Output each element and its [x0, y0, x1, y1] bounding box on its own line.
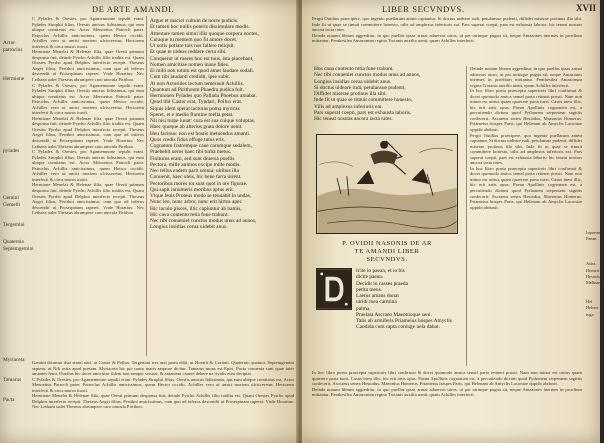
verse-line: Conuenit, haec oleis, hic bene farra uirent.	[150, 174, 242, 181]
verse-line: Argue et maciei cultum de nocte pudicis.	[150, 18, 239, 24]
right-commentary-column	[470, 66, 582, 366]
colophon-line: TE AMANDI LIBER	[354, 248, 420, 255]
left-bottom-commentary	[32, 360, 294, 440]
commentary-paragraph: C Pylades & Orestes, pro Agamemnone sepulti erant. Pylades Strophii filius, Orestis amicus fidissimus, qui eum ubique comitatus est. Actor Menoetius Patrocli pater. Patroclus Achillis amicissimus, quem Hector occidit. Achilles vero ut amici mortem ulcisceretur, Hectorem interfecit & circa muros traxit.	[32, 149, 144, 182]
verse-line: Finiturus eram, sed sunt diuersa puellis	[150, 155, 235, 162]
verse-line: Icite io paean, et io bis	[356, 268, 405, 274]
verse-line: Cum tibi laudanti credidit, ipse subit.	[150, 74, 231, 81]
verse-line: Talis ab armiferis Priameius hospes Amyclis	[356, 318, 452, 324]
verse-line: Nec tibi conueniet cunctos modus unus ad annos,	[314, 72, 421, 79]
margin-note: Paean	[586, 236, 597, 242]
right-verse-top	[314, 66, 464, 130]
margin-note: Hel	[586, 299, 593, 305]
woodcut-scene	[317, 135, 457, 233]
initial-letter-icon	[317, 269, 351, 309]
verse-line: Laetus amans donat	[356, 293, 399, 299]
commentary-paragraph: Hermione Menelai & Helenae filia, quae Oresti primum desponsa fuit, deinde Pyrrho Achillis filio tradita est. Quam Orestes Pyrrho apud Delphos interfecto recepit. Theseus Aegei filius, Perithoi amicissimus, cum quo ad inferos descendit ut Proserpinam raperet. Vnde Horatius: Nec Lethaea ualet Theseus abrumpere caro uincula Pirithoo.	[32, 393, 294, 410]
margin-note: Gemelli	[3, 202, 21, 209]
commentary-paragraph: In hoc libro poeta praecepta superioris libri confirmat & docet quomodo amica semel parta retineri possit. Nam non minor est uirtus quam quaerere parta tueri. Casus inest illic, hic erit artis opus. Paean Apollinis cognomen est, a percutiendo dictum quod Pythonem serpentem sagittis confecerit. Ascraeus senex Hesiodus, Maeonius Homerus. Priameius hospes Paris, qui Helenam ab Amyclis Laconiae oppido abduxit.	[312, 370, 582, 387]
commentary-paragraph: Hermione Menelai & Helenae filia, quae Oresti primum desponsa fuit, deinde Pyrrho Achillis filio tradita est. Quam Orestes Pyrrho apud Delphos interfecto recepit. Theseus Aegei filius, Perithoi amicissimus, cum quo ad inferos descendit ut Proserpinam raperet. Vnde Horatius: Nec Lethaea ualet Theseus abrumpere caro uincula Pirithoo.	[32, 115, 144, 149]
margin-note: Iopoeam	[586, 230, 602, 235]
verse-line: Decidit in casses praeda	[356, 280, 408, 287]
verse-line: Praebebit ueros haec tibi turba metus.	[150, 149, 232, 156]
verse-line: Qui sapit innumeris moribus aptus erit.	[150, 186, 235, 193]
verse-line: Quod tibi Castor erat, Tyndari, Pollux erat.	[150, 99, 243, 106]
margin-note: pylades	[3, 148, 20, 155]
verse-line: Et quae te uideas reddere certa sibi.	[150, 49, 227, 56]
commentary-paragraph: C Pylades & Orestes, pro Agamemnone sepulti erant. Pylades Strophii filius, Orestis amicus fidissimus, qui eum ubique comitatus est. Actor Menoetius Patrocli pater. Patroclus Achillis amicissimus, quem Hector occidit. Achilles vero ut amici mortem ulcisceretur, Hectorem interfecit & circa muros traxit.	[32, 16, 144, 49]
left-margin-notes	[3, 40, 34, 405]
margin-note: Hesiodus	[586, 273, 603, 279]
verse-line: dicite paean.	[356, 274, 384, 281]
verse-line: Nil nisi turpe iuuat: cura est sua cuique voluptas.	[150, 118, 256, 124]
colophon-line: P. OVIDII NASONIS DE AR	[342, 240, 432, 247]
verse-line: Nunc leo, nunc arbor, nunc erit hirtus aper.	[150, 199, 243, 206]
left-page	[0, 0, 298, 443]
verse-line: Et tamen hoc nullis poteris dissimulare modis.	[150, 24, 250, 31]
verse-line: Quos credis fidos effuge tutus eris.	[150, 136, 226, 143]
verse-line: Diffidet miserae protinus illa sibi.	[314, 91, 387, 97]
left-running-head: DE ARTE AMANDI.	[92, 4, 175, 14]
column-rule	[466, 66, 467, 366]
verse-line: Quantum ad Pirithoum Phaedra pudica fuit.	[150, 86, 245, 93]
right-verse-bottom	[356, 268, 466, 360]
left-verse-column	[150, 18, 292, 410]
margin-note: patroclus	[3, 47, 23, 54]
commentary-paragraph: Gemini dicuntur duo simul nati, ut Castor & Pollux. Tergemini tres uno partu editi, ut Horatii & Curiatii. Quaternio quatuor. Septemgemini septem, ut Nili ostia apud poetam. Myriaceta hic pro uasto maris aequore dicitur. Tamarus mons est Epiri. Pacta conuenta sunt quae inter amantes fiunt. Ouidius hic docet amicitiae fidem non semper seruari, & amantem cauere debere ne rivalis eum decipiat.	[32, 360, 294, 377]
verse-line: uiridi mea carmina	[356, 299, 397, 306]
verse-line: Heu facinus: non est hostis metuendus amanti.	[150, 130, 251, 137]
commentary-paragraph: Deinde nouum librum aggreditur, in quo puellas ipsas armat aduersus uiros, ut par utrinque pugna sit, neque Amazones inermes in proelium mittantur. Penthesilea Amazonum regina Troianis auxilio uenit, quam Achilles interfecit.	[470, 66, 582, 88]
commentary-paragraph: Deinde nouum librum aggreditur, in quo puellas ipsas armat aduersus uiros, ut par utrinque pugna sit, neque Amazones inermes in proelium mittantur. Penthesilea Amazonum regina Troianis auxilio uenit, quam Achilles interfecit.	[312, 32, 582, 44]
margin-note: Tamarus	[3, 377, 22, 384]
margin-note: Quaternio	[3, 238, 25, 245]
verse-line: petita meos.	[356, 286, 383, 293]
commentary-paragraph: Deinde nouum librum aggreditur, in quo puellas ipsas armat aduersus uiros, ut par utrinque pugna sit, neque Amazones inermes in proelium mittantur. Penthesilea Amazonum regina Troianis auxilio uenit, quam Achilles interfecit.	[312, 386, 582, 398]
margin-note: iuga	[586, 311, 594, 317]
verse-line: Hic cava contento retia fune trahunt.	[150, 211, 229, 218]
verse-line: Nec tibi conueniet cunctos modus unus ad annos,	[150, 218, 257, 224]
verse-line: Attentare tamen simul illis quoque corpora noctes,	[150, 30, 259, 37]
verse-line: Pectora, mille animos excipe mille modis.	[150, 161, 241, 168]
book-colophon	[316, 240, 458, 264]
woodcut-illustration	[316, 134, 458, 234]
left-commentary-column	[32, 16, 144, 356]
verse-line: Longius insidias cerua uidebit anus.	[150, 224, 228, 231]
margin-note: Pacta	[3, 397, 15, 404]
margin-note: Homeri	[586, 267, 600, 273]
verse-line: Praelata Ascraeo Maeonioque seni.	[356, 311, 432, 318]
verse-line: Speret, et e medio flumine mella petat.	[150, 111, 234, 118]
commentary-paragraph: In hoc libro poeta praecepta superioris libri confirmat & docet quomodo amica semel parta retineri possit. Nam non minor est uirtus quam quaerere parta tueri. Casus inest illic, hic erit artis opus. Paean Apollinis cognomen est, a percutiendo dictum quod Pythonem serpentem sagittis confecerit. Ascraeus senex Hesiodus, Maeonius Homerus. Priameius hospes Paris, qui Helenam ab Amyclis Laconiae oppido abduxit.	[470, 165, 582, 210]
commentary-paragraph: Hermione Menelai & Helenae filia, quae Oresti primum desponsa fuit, deinde Pyrrho Achillis filio tradita est. Quam Orestes Pyrrho apud Delphos interfecto recepit. Theseus Aegei filius, Perithoi amicissimus, cum quo ad inferos descendit ut Proserpinam raperet. Vnde Horatius: Nec Lethaea ualet Theseus abrumpere caro uincula Pirithoo.	[32, 49, 144, 83]
verse-line: Vtque leuis Proteus modo se tenuabit in undas,	[150, 193, 252, 199]
verse-line: Hermionen Pylades quo Pallada Phoebus amabat.	[150, 93, 257, 99]
right-top-commentary	[312, 16, 582, 62]
verse-line: Si doctus uideare rudi, petulansue pudenti,	[314, 84, 406, 91]
verse-line: Pectoribus mores tot sunt quot in ore figurae.	[150, 180, 248, 187]
verse-line: Siquis idem sperat iacturas poma myricas	[150, 105, 240, 112]
verse-line: Conqueror ut mores hoc est tuus, ista placebant,	[150, 55, 254, 62]
folio-number: XVII	[576, 3, 597, 13]
right-margin-notes	[586, 230, 604, 318]
margin-note: Actor	[3, 40, 16, 46]
verse-line: Nomen amicitiae nomen inane fides.	[150, 61, 230, 68]
margin-note: Astra	[586, 261, 596, 267]
column-rule	[146, 16, 147, 356]
decorated-initial-d	[316, 268, 352, 310]
commentary-paragraph: Pergit Ouidius praecipere, quo ingenio puellarum animi capiantur. Si doctus uideare rudi, petulansue pudenti, diffidet miserae protinus illa sibi. Inde fit ut quae se timuit committere honesto, uilis ad amplexus inferioris eat. Pars superat coepti, pars est exhausta laboris: hic teneat nostras ancora iacta rates.	[470, 132, 582, 166]
verse-line: Vilis ad amplexus inferioris eat.	[314, 103, 383, 110]
verse-line: Curaque tu mentem quo fit amore docet.	[150, 36, 238, 43]
margin-note: Melinaeus	[586, 280, 604, 286]
commentary-paragraph: Hermione Menelai & Helenae filia, quae Oresti primum desponsa fuit, deinde Pyrrho Achillis filio tradita est. Quam Orestes Pyrrho apud Delphos interfecto recepit. Theseus Aegei filius, Perithoi amicissimus, cum quo ad inferos descendit ut Proserpinam raperet. Vnde Horatius: Nec Lethaea ualet Theseus abrumpere caro uincula Pirithoo.	[32, 182, 144, 216]
verse-line: Candida cum rapta coniuge uela dabat.	[356, 324, 440, 331]
commentary-paragraph: C Pylades & Orestes, pro Agamemnone sepulti erant. Pylades Strophii filius, Orestis amicus fidissimus, qui eum ubique comitatus est. Actor Menoetius Patrocli pater. Patroclus Achillis amicissimus, quem Hector occidit. Achilles vero ut amici mortem ulcisceretur, Hectorem interfecit & circa muros traxit.	[32, 376, 294, 393]
verse-line: Longius insidias cerua uidebit anus.	[314, 78, 392, 85]
verse-line: At non Actorides lectum temerauit Achillis.	[150, 80, 245, 87]
margin-note: Gemini	[3, 194, 19, 201]
margin-note: Myriaceta	[3, 356, 25, 363]
verse-line: Nec tellus eadem parit omnia: uitibus illa	[150, 168, 239, 174]
commentary-paragraph: In hoc libro poeta praecepta superioris libri confirmat & docet quomodo amica semel parta retineri possit. Nam non minor est uirtus quam quaerere parta tueri. Casus inest illic, hic erit artis opus. Paean Apollinis cognomen est, a percutiendo dictum quod Pythonem serpentem sagittis confecerit. Ascraeus senex Hesiodus, Maeonius Homerus. Priameius hospes Paris, qui Helenam ab Amyclis Laconiae oppido abduxit.	[470, 88, 582, 133]
verse-line: Haec quoque ab alterius grata dolore uenit.	[150, 124, 243, 131]
verse-line: Hic teneat nostras ancora iacta rates.	[314, 116, 393, 122]
right-running-head: LIBER SECVNDVS.	[382, 4, 465, 14]
verse-line: Hos caua contento retia fune trahunt.	[314, 66, 394, 72]
right-page	[302, 0, 604, 443]
margin-note: Hermione	[3, 75, 25, 82]
margin-note: Tergemini	[3, 222, 25, 229]
verse-line: Pars superat coepti, pars est exhausta laboris.	[314, 109, 412, 116]
margin-note: Helene	[586, 305, 599, 311]
commentary-paragraph: Pergit Ouidius praecipere, quo ingenio puellarum animi capiantur. Si doctus uideare rudi, petulansue pudenti, diffidet miserae protinus illa sibi. Inde fit ut quae se timuit committere honesto, uilis ad amplexus inferioris eat. Pars superat coepti, pars est exhausta laboris: hic teneat nostras ancora iacta rates.	[312, 16, 582, 33]
verse-line: Inde fit ut quae se timuit committere honesto,	[314, 97, 413, 104]
verse-line: Hic iaculo pisces, illic capiuntur ab hamis,	[150, 205, 242, 212]
colophon-line: SECVNDVS.	[366, 256, 408, 263]
margin-note: Septemgemini	[3, 246, 34, 253]
right-bottom-commentary	[312, 370, 582, 440]
verse-line: palma,	[356, 305, 371, 312]
verse-line: Cognatum fratremque caue carumque sodalem,	[150, 143, 252, 149]
verse-line: Ut uotis potiare tuis nos fallere reliquit.	[150, 43, 235, 49]
commentary-paragraph: C Pylades & Orestes, pro Agamemnone sepulti erant. Pylades Strophii filius, Orestis amicus fidissimus, qui eum ubique comitatus est. Actor Menoetius Patrocli pater. Patroclus Achillis amicissimus, quem Hector occidit. Achilles vero ut amici mortem ulcisceretur, Hectorem interfecit & circa muros traxit.	[32, 82, 144, 116]
verse-line: Ei mihi non tutum est quod ames laudare sodali.	[150, 68, 255, 74]
